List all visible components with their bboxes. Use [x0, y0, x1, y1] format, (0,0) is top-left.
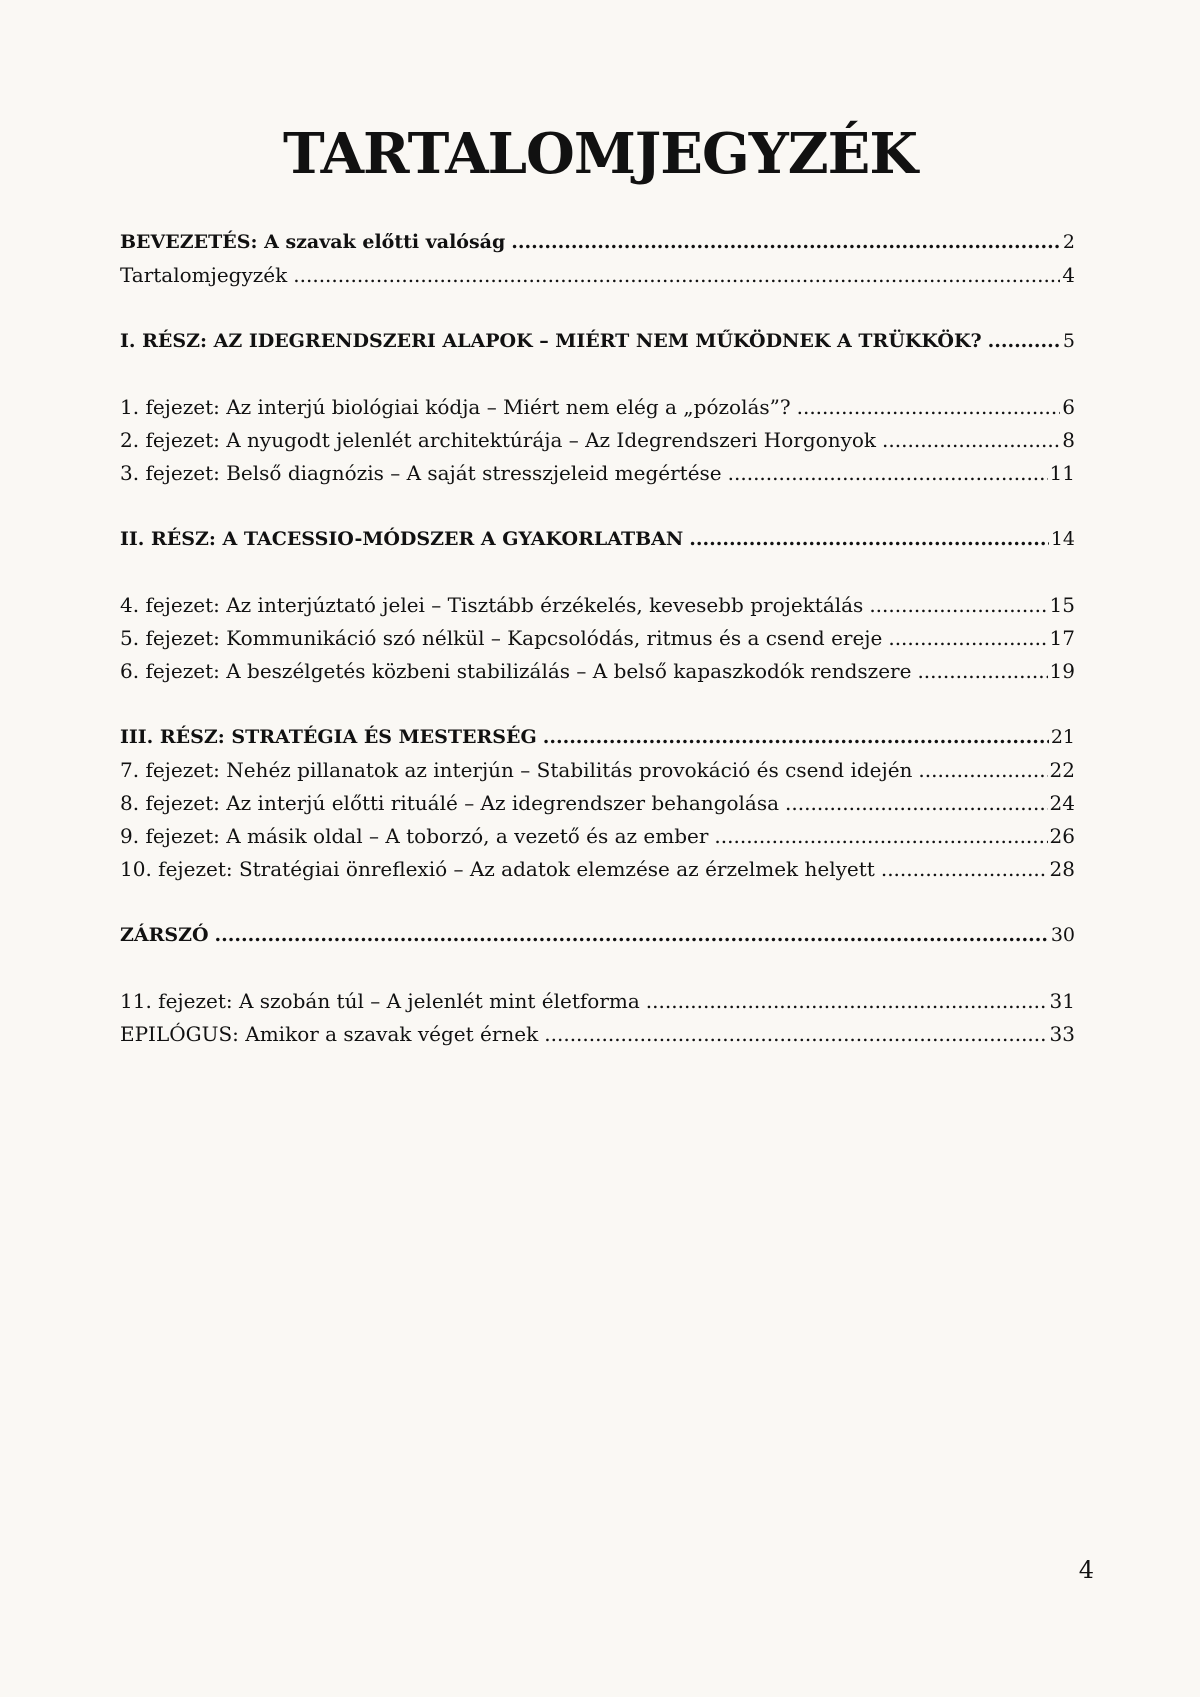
toc-epilogue[interactable]: [120, 1018, 1075, 1051]
toc-entry-label: 6. fejezet: A beszélgetés közbeni stabilizálás – A belső kapaszkodók rendszere: [120, 659, 912, 683]
toc-entry-label: 2. fejezet: A nyugodt jelenlét architektúrája – Az Idegrendszeri Horgonyok: [120, 428, 877, 452]
toc-entry-introduction[interactable]: [120, 226, 1075, 259]
toc-part-3[interactable]: [120, 721, 1075, 754]
toc-entry-label: 3. fejezet: Belső diagnózis – A saját stresszjeleid megértése: [120, 461, 722, 485]
toc-page-number: 2: [1062, 231, 1075, 253]
dot-leader: [785, 787, 1048, 820]
toc-entry-label: BEVEZETÉS: A szavak előtti valóság: [120, 231, 506, 253]
toc-chapter-11[interactable]: [120, 985, 1075, 1018]
page-number: 4: [1078, 1556, 1094, 1584]
toc-page-number: 6: [1062, 395, 1075, 419]
toc-closing[interactable]: [120, 919, 1075, 952]
dot-leader: [888, 622, 1047, 655]
toc-entry-label: 8. fejezet: Az interjú előtti rituálé – Az idegrendszer behangolása: [120, 791, 780, 815]
dot-leader: [543, 721, 1049, 754]
toc-chapter-6[interactable]: [120, 655, 1075, 688]
dot-leader: [988, 325, 1061, 358]
toc-page-number: 5: [1062, 330, 1075, 352]
toc-page-number: 33: [1049, 1022, 1075, 1046]
dot-leader: [869, 589, 1047, 622]
toc-entry-label: I. RÉSZ: AZ IDEGRENDSZERI ALAPOK – MIÉRT NEM MŰKÖDNEK A TRÜKKÖK?: [120, 330, 982, 352]
toc-part-1[interactable]: [120, 325, 1075, 358]
toc-chapter-5[interactable]: [120, 622, 1075, 655]
dot-leader: [917, 655, 1047, 688]
dot-leader: [293, 259, 1060, 292]
toc-entry-label: 10. fejezet: Stratégiai önreflexió – Az adatok elemzése az érzelmek helyett: [120, 857, 875, 881]
dot-leader: [918, 754, 1047, 787]
toc-page-number: 4: [1062, 263, 1075, 287]
toc-chapter-10[interactable]: [120, 853, 1075, 886]
toc-page-number: 24: [1049, 791, 1075, 815]
dot-leader: [646, 985, 1048, 1018]
toc-page-number: 31: [1049, 989, 1075, 1013]
toc-chapter-7[interactable]: [120, 754, 1075, 787]
toc-page-number: 22: [1049, 758, 1075, 782]
toc-page-number: 21: [1050, 726, 1075, 748]
toc-chapter-2[interactable]: [120, 424, 1075, 457]
toc-entry-label: 1. fejezet: Az interjú biológiai kódja – Miért nem elég a „pózolás”?: [120, 395, 791, 419]
toc-entry-label: III. RÉSZ: STRATÉGIA ÉS MESTERSÉG: [120, 726, 537, 748]
toc-page-number: 28: [1049, 857, 1075, 881]
dot-leader: [797, 391, 1061, 424]
toc-chapter-4[interactable]: [120, 589, 1075, 622]
page-title: TARTALOMJEGYZÉK: [282, 121, 918, 187]
toc-page-number: 30: [1050, 924, 1075, 946]
dot-leader: [511, 226, 1061, 259]
toc-entry-label: 5. fejezet: Kommunikáció szó nélkül – Kapcsolódás, ritmus és a csend ereje: [120, 626, 883, 650]
toc-entry-label: 7. fejezet: Nehéz pillanatok az interjún – Stabilitás provokáció és csend idején: [120, 758, 913, 782]
toc-entry-label: Tartalomjegyzék: [120, 263, 288, 287]
toc-entry-label: EPILÓGUS: Amikor a szavak véget érnek: [120, 1022, 539, 1046]
toc-chapter-9[interactable]: [120, 820, 1075, 853]
dot-leader: [714, 820, 1047, 853]
toc-entry-label: 11. fejezet: A szobán túl – A jelenlét mint életforma: [120, 989, 640, 1013]
dot-leader: [689, 523, 1049, 556]
toc-chapter-3[interactable]: [120, 457, 1075, 490]
toc-part-2[interactable]: [120, 523, 1075, 556]
toc-entry-label: 9. fejezet: A másik oldal – A toborzó, a vezető és az ember: [120, 824, 709, 848]
toc-page-number: 19: [1049, 659, 1075, 683]
toc-chapter-8[interactable]: [120, 787, 1075, 820]
dot-leader: [882, 424, 1060, 457]
dot-leader: [728, 457, 1048, 490]
toc-page-number: 14: [1050, 528, 1075, 550]
toc-entry-table-of-contents[interactable]: [120, 259, 1075, 292]
toc-entry-label: ZÁRSZÓ: [120, 924, 209, 946]
toc-page-number: 11: [1049, 461, 1075, 485]
dot-leader: [881, 853, 1048, 886]
toc-page-number: 15: [1049, 593, 1075, 617]
toc-chapter-1[interactable]: [120, 391, 1075, 424]
toc-page-number: 26: [1049, 824, 1075, 848]
toc-page-number: 8: [1062, 428, 1075, 452]
dot-leader: [544, 1018, 1047, 1051]
toc-page-number: 17: [1049, 626, 1075, 650]
toc-entry-label: II. RÉSZ: A TACESSIO-MÓDSZER A GYAKORLATBAN: [120, 528, 684, 550]
toc-entry-label: 4. fejezet: Az interjúztató jelei – Tisztább érzékelés, kevesebb projektálás: [120, 593, 864, 617]
dot-leader: [215, 919, 1049, 952]
table-of-contents: [120, 226, 1075, 1051]
